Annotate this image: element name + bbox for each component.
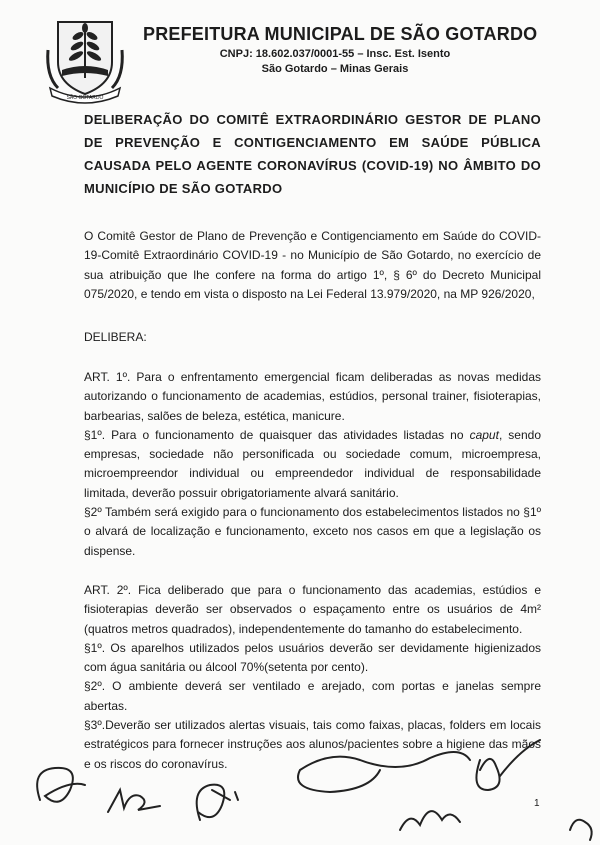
delibera-label: DELIBERA: (84, 330, 147, 344)
article-2-paragraph-3: §3º.Deverão ser utilizados alertas visuais, tais como faixas, placas, folders em locais estratégicos para fornecer instruções aos alunos/pacientes sobre a higiene das mãos e os riscos do coronavírus. (84, 718, 541, 771)
article-2-text: ART. 2º. Fica deliberado que para o funcionamento das academias, estúdios e fisioterapias deverão ser observados o espaçamento entre os usuários de 4m² (quatros metros quadrados), independentemente do tamanho do estabelecimento. (84, 583, 541, 636)
document-heading: DELIBERAÇÃO DO COMITÊ EXTRAORDINÁRIO GESTOR DE PLANO DE PREVENÇÃO E CONTIGENCIAMENTO EM SAÚDE PÚBLICA CAUSADA PELO AGENTE CORONAVÍRUS (COVID-19) NO ÂMBITO DO MUNICÍPIO DE SÃO GOTARDO (84, 112, 541, 196)
cnpj-line: CNPJ: 18.602.037/0001-55 – Insc. Est. Isento (219, 48, 451, 60)
signature-6 (476, 740, 540, 790)
city-line: São Gotardo – Minas Gerais (261, 63, 409, 75)
article-2-paragraph-1: §1º. Os aparelhos utilizados pelos usuários deverão ser devidamente higienizados com água sanitária ou álcool 70%(setenta por cento). (84, 640, 541, 675)
article-1-paragraph-2: §2º Também será exigido para o funcionamento dos estabelecimentos listados no §1º o alvará de localização e funcionamento, exceto nos casos em que a legislação os dispense. (84, 505, 541, 558)
signature-3 (197, 785, 238, 820)
article-1-paragraph-1-end: , sendo empresas, sociedade não personificada ou sociedade comum, microempresa, microempreendor individual ou empreendedor individual de responsabilidade limitada, deverão possuir obrigatoriamente alvará sanitário. (84, 427, 541, 500)
signature-2 (108, 790, 160, 812)
article-1-paragraph-1 (84, 426, 541, 503)
coat-of-arms-logo (44, 14, 126, 106)
page-number: 1 (534, 798, 540, 809)
article-1-block (84, 368, 541, 561)
article-2-paragraph-2: §2º. O ambiente deverá ser ventilado e arejado, com portas e janelas sempre abertas. (84, 679, 541, 713)
article-1-paragraph-1-start: §1º. Para o funcionamento de quaisquer das atividades listadas no (84, 427, 470, 442)
crest-ribbon-text: SÃO GOTARDO (66, 95, 104, 101)
signature-7 (570, 820, 592, 840)
signature-4 (298, 752, 470, 792)
intro-paragraph: O Comitê Gestor de Plano de Prevenção e Contigenciamento em Saúde do COVID-19-Comitê Extraordinário COVID-19 - no Município de São Gotardo, no exercício de sua atribuição que lhe confere na forma do artigo 1º, § 6º do Decreto Municipal 075/2020, e tendo em vista o disposto na Lei Federal 13.979/2020, na MP 926/2020, (84, 229, 541, 301)
signature-5 (400, 811, 460, 830)
caput-term: caput (469, 427, 499, 442)
article-1-text: ART. 1º. Para o enfrentamento emergencial ficam deliberadas as novas medidas autorizando o funcionamento de academias, estúdios, personal trainer, fisioterapias, barbearias, salões de beleza, estética, manicure. (84, 370, 541, 423)
municipality-title: PREFEITURA MUNICIPAL DE SÃO GOTARDO (143, 24, 538, 44)
signatures-area (0, 730, 600, 845)
signature-1 (37, 768, 85, 802)
